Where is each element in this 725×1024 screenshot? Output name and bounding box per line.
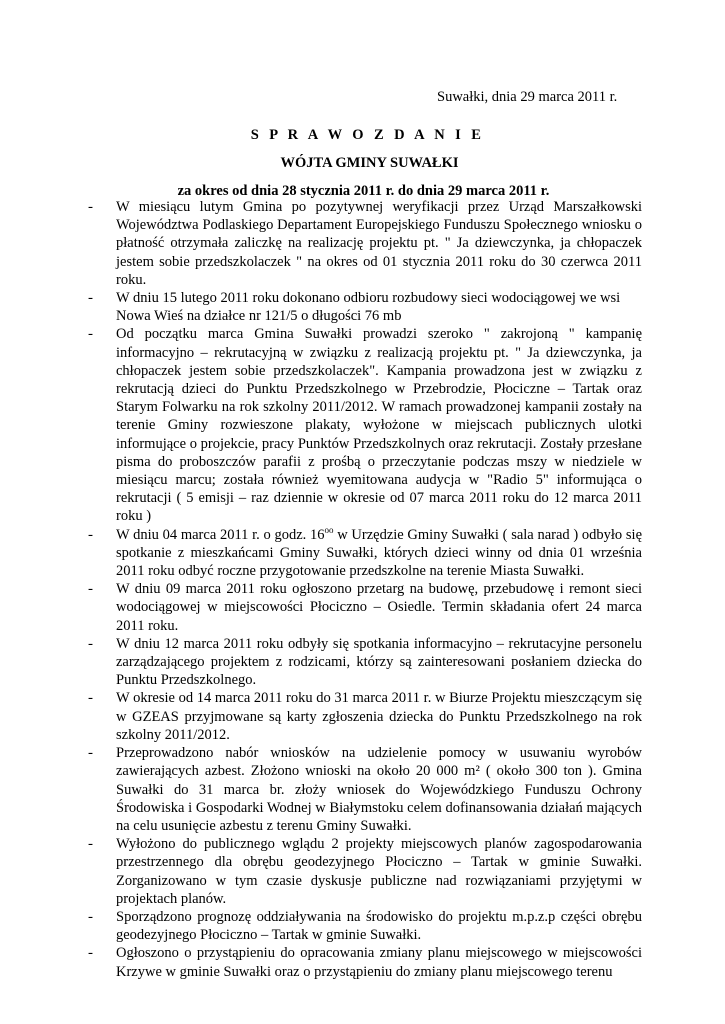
list-item-text-part: W dniu 04 marca 2011 r. o godz. 16 — [116, 526, 325, 543]
list-bullet: - — [88, 690, 93, 707]
list-item — [88, 325, 642, 525]
list-item — [88, 289, 642, 325]
list-item-text: W okresie od 14 marca 2011 roku do 31 marca 2011 r. w Biurze Projektu mieszczącym się w GZEAS przyjmowane są karty zgłoszenia dziecka do Punktu Przedszkolnego na rok szkolny 2011/2012. — [116, 690, 642, 743]
list-item-text: W miesiącu lutym Gmina po pozytywnej weryfikacji przez Urząd Marszałkowski Województwa Podlaskiego Departament Europejskiego Funduszu Społecznego wniosku o płatność otrzymała zaliczkę na realizację projektu pt. " Ja dziewczynka, ja chłopaczek jestem sobie przedszkolaczek " na okres od 01 stycznia 2011 roku do 30 czerwca 2011 roku. — [116, 199, 642, 288]
list-item — [88, 526, 642, 581]
list-bullet: - — [88, 945, 93, 962]
list-item-text: Od początku marca Gmina Suwałki prowadzi szeroko " zakrojoną " kampanię informacyjno – rekrutacyjną w związku z realizacją projektu pt. " Ja dziewczynka, ja chłopaczek jestem sobie przedszkolaczek". Kampania prowadzona jest w związku z rekrutacją dzieci do Punktu Przedszkolnego w Przebrodzie, Płociczne – Tartak oraz Starym Folwarku na rok szkolny 2011/2012. W ramach prowadzonej kampanii zostały na terenie Gminy rozwieszone plakaty, wyłożone w miejscach publicznych ulotki informujące o projekcie, pracy Punktów Przedszkolnych oraz rekrutacji. Zostały przesłane pisma do proboszczów parafii z prośbą o przeczytanie podczas mszy w niedziele w miesiącu marcu; została również wyemitowana audycja w "Radio 5" informująca o rekrutacji ( 5 emisji – raz dziennie w okresie od 07 marca 2011 roku do 12 marca 2011 roku ) — [116, 326, 642, 525]
superscript-time: oo — [324, 524, 334, 535]
title-block — [0, 126, 725, 200]
list-bullet: - — [88, 635, 93, 652]
list-bullet: - — [88, 745, 93, 762]
document-date: Suwałki, dnia 29 marca 2011 r. — [437, 89, 618, 105]
document-title: S P R A W O Z D A N I E — [250, 127, 485, 143]
list-item-text: Sporządzono prognozę oddziaływania na środowisko do projektu m.p.z.p części obrębu geodezyjnego Płociczno – Tartak w gminie Suwałki. — [116, 908, 642, 944]
list-bullet: - — [88, 836, 93, 853]
list-bullet: - — [88, 326, 93, 343]
list-item — [88, 944, 642, 980]
list-bullet: - — [88, 290, 93, 307]
list-item — [88, 689, 642, 744]
list-item-text: Przeprowadzono nabór wniosków na udzielenie pomocy w usuwaniu wyrobów zawierających azbest. Złożono wnioski na około 20 000 m² ( około 300 ton ). Gmina Suwałki do 31 marca br. złoży wniosek do Wojewódzkiego Funduszu Ochrony Środowiska i Gospodarki Wodnej w Białymstoku celem dofinansowania działań mających na celu usunięcie azbestu z terenu Gminy Suwałki. — [116, 745, 642, 834]
list-item — [88, 635, 642, 690]
list-item — [88, 198, 642, 289]
list-bullet: - — [88, 581, 93, 598]
list-bullet: - — [88, 526, 93, 543]
list-item — [88, 744, 642, 835]
list-bullet: - — [88, 199, 93, 215]
list-item — [88, 580, 642, 635]
list-item-text: W dniu 15 lutego 2011 roku dokonano odbioru rozbudowy sieci wodociągowej we wsi Nowa Wieś na działce nr 121/5 o długości 76 mb — [116, 290, 621, 325]
report-period: za okres od dnia 28 stycznia 2011 r. do dnia 29 marca 2011 r. — [177, 183, 550, 199]
list-item-text: Ogłoszono o przystąpieniu do opracowania zmiany planu miejscowego w miejscowości Krzywe w gminie Suwałki oraz o przystąpieniu do zmiany planu miejscowego terenu — [116, 945, 642, 980]
report-items-list — [88, 198, 642, 981]
list-item-text: W dniu 12 marca 2011 roku odbyły się spotkania informacyjno – rekrutacyjne personelu zarządzającego projektem z rodzicami, którzy są zainteresowani posłaniem dziecka do Punktu Przedszkolnego. — [116, 635, 642, 689]
list-item — [88, 835, 642, 908]
list-item-text-part: w Urzędzie Gminy Suwałki ( sala narad ) odbyło się spotkanie z mieszkańcami Gminy Suwałki, których dzieci winny od dnia 01 września 2011 roku odbyć roczne przygotowanie przedszkolne na terenie Miasta Suwałki. — [116, 526, 643, 580]
list-item — [88, 908, 642, 944]
list-item-text — [116, 526, 642, 581]
list-item-text: W dniu 09 marca 2011 roku ogłoszono przetarg na budowę, przebudowę i remont sieci wodociągowej w miejscowości Płociczno – Osiedle. Termin składania ofert 24 marca 2011 roku. — [116, 581, 642, 634]
list-item-text: Wyłożono do publicznego wglądu 2 projekty miejscowych planów zagospodarowania przestrzennego dla obrębu geodezyjnego Płociczno – Tartak w gminie Suwałki. Zorganizowano w tym czasie dyskusje publiczne nad rozwiązaniami przyjętymi w projektach planów. — [116, 836, 642, 907]
document-subtitle: WÓJTA GMINY SUWAŁKI — [280, 155, 459, 171]
list-bullet: - — [88, 908, 93, 925]
